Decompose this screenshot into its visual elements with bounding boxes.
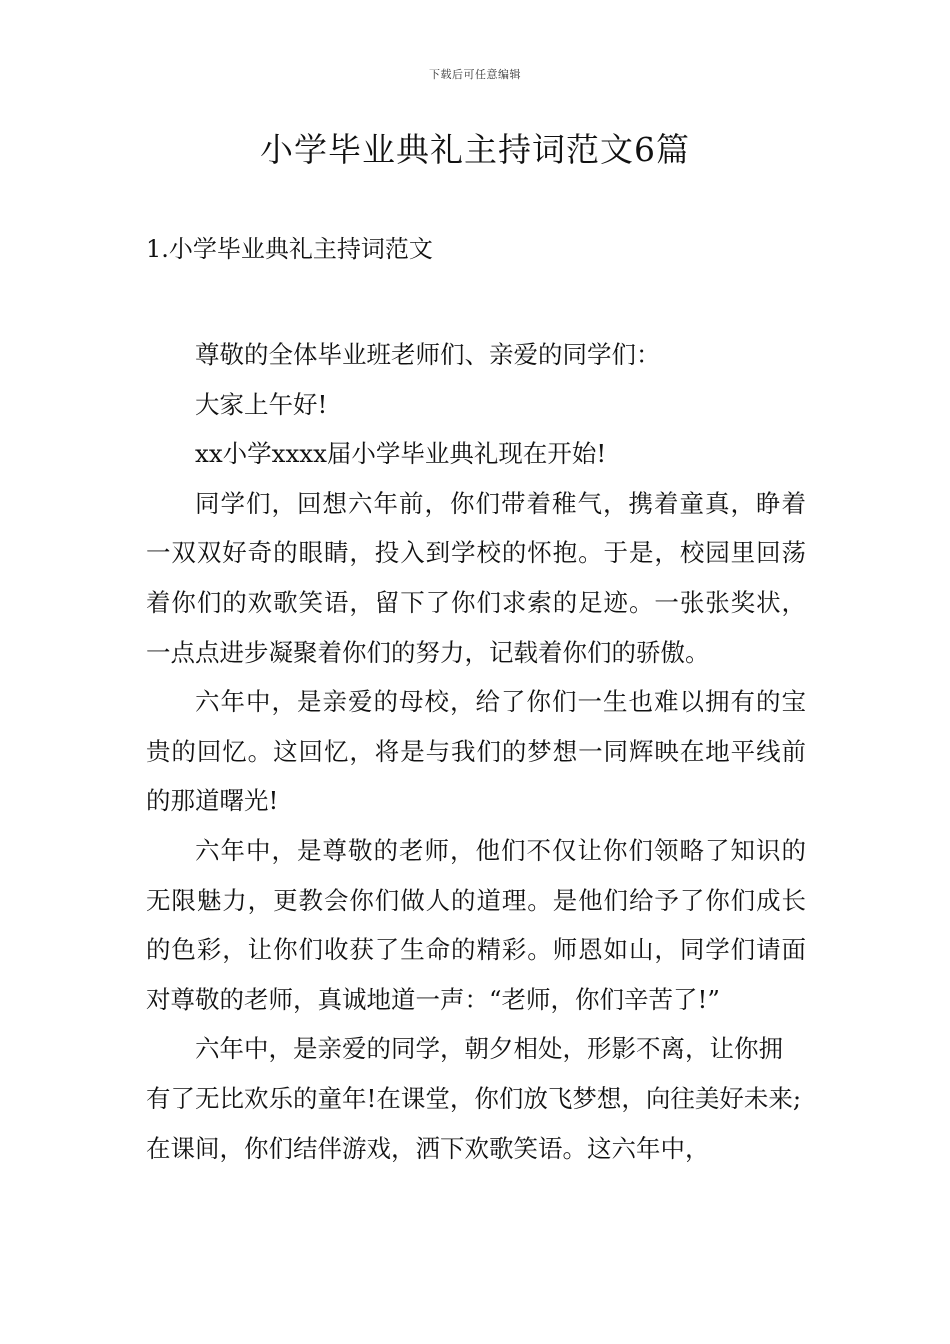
section-heading: 1.小学毕业典礼主持词范文 [146, 235, 433, 263]
document-title: 小学毕业典礼主持词范文6篇 [260, 130, 690, 169]
header-note: 下载后可任意编辑 [429, 68, 521, 81]
paragraph-greeting: 大家上午好! [195, 389, 328, 419]
body-text [146, 330, 806, 1173]
paragraph-recall: 同学们，回想六年前，你们带着稚气，携着童真，睁着一双双好奇的眼睛，投入到学校的怀抱。于是，校园里回荡着你们的欢歌笑语，留下了你们求索的足迹。一张张奖状，一点点进步凝聚着你们的努力，记载着你们的骄傲。 [146, 488, 806, 667]
paragraph-classmates: 六年中，是亲爱的同学，朝夕相处，形影不离，让你拥有了无比欢乐的童年!在课堂，你们放飞梦想，向往美好未来;在课间，你们结伴游戏，洒下欢歌笑语。这六年中， [146, 1034, 802, 1163]
paragraph-opening: xx小学xxxx届小学毕业典礼现在开始! [195, 439, 607, 469]
paragraph-teachers: 六年中，是尊敬的老师，他们不仅让你们领略了知识的无限魅力，更教会你们做人的道理。是他们给予了你们成长的色彩，让你们收获了生命的精彩。师恩如山，同学们请面对尊敬的老师，真诚地道一声：“老师，你们辛苦了!” [146, 835, 806, 1014]
paragraph-salutation: 尊敬的全体毕业班老师们、亲爱的同学们： [195, 340, 661, 369]
paragraph-school: 六年中，是亲爱的母校，给了你们一生也难以拥有的宝贵的回忆。这回忆，将是与我们的梦想一同辉映在地平线前的那道曙光! [146, 687, 806, 816]
